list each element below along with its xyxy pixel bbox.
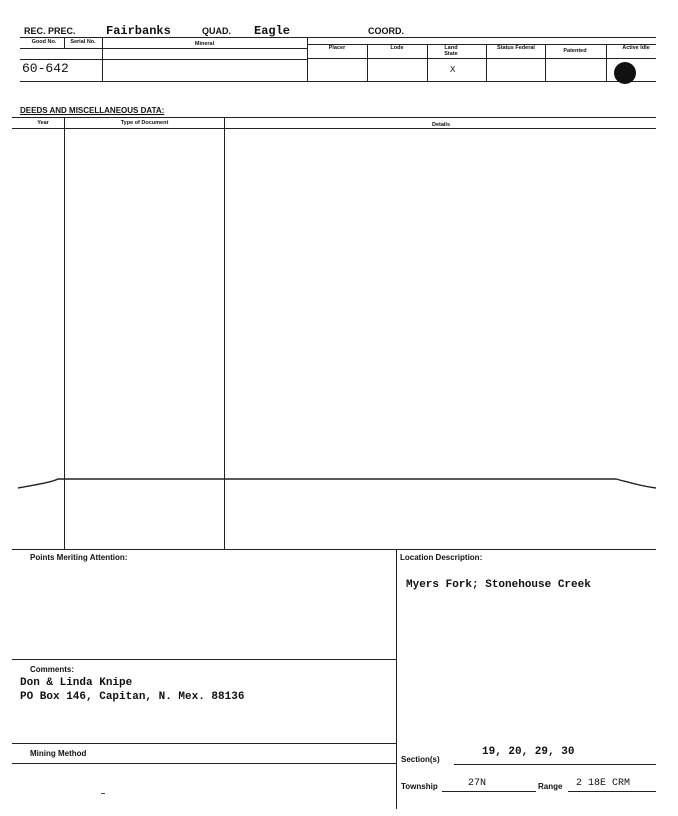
lower-divider [396, 549, 397, 809]
sections-value: 19, 20, 29, 30 [482, 746, 575, 758]
col-divider [427, 44, 428, 81]
deeds-col-details: Details [431, 122, 451, 128]
col-good-no: Good No. [31, 39, 57, 45]
record-bottom-rule [20, 81, 656, 82]
rec-prec-value: Fairbanks [106, 24, 171, 38]
range-value: 2 18E CRM [576, 778, 631, 789]
deeds-col-type: Type of Document [120, 120, 169, 126]
sections-label: Section(s) [401, 755, 440, 764]
comments-line2: PO Box 146, Capitan, N. Mex. 88136 [20, 691, 245, 703]
land-state-mark: X [450, 65, 456, 75]
col-header-rule-right [307, 58, 656, 59]
col-header-top-right [307, 44, 656, 45]
sections-underline [454, 764, 656, 765]
comments-label: Comments: [30, 665, 75, 674]
col-placer: Placer [328, 45, 346, 51]
quad-label: QUAD. [202, 26, 231, 36]
points-label: Points Meriting Attention: [30, 553, 128, 562]
col-land-state: Land State [444, 45, 458, 57]
good-no-value: 60-642 [22, 61, 69, 76]
col-active-idle: Active Idle [622, 45, 650, 51]
active-idle-dot [614, 62, 636, 84]
col-divider [367, 44, 368, 81]
deeds-col-year: Year [37, 120, 49, 126]
col-status-federal: Status Federal [497, 45, 535, 51]
col-divider [64, 37, 65, 48]
col-divider [545, 44, 546, 81]
location-label: Location Description: [400, 553, 483, 562]
township-value: 27N [468, 778, 487, 789]
continuation-line [0, 470, 678, 500]
township-underline [442, 791, 536, 792]
comments-line1: Don & Linda Knipe [20, 677, 133, 689]
location-value: Myers Fork; Stonehouse Creek [406, 579, 591, 591]
township-label: Township [401, 782, 438, 791]
mining-top-rule [12, 743, 396, 744]
range-label: Range [538, 782, 563, 791]
range-underline [568, 791, 656, 792]
comments-top-rule [12, 659, 396, 660]
coord-label: COORD. [368, 26, 404, 36]
deeds-top-rule [12, 117, 656, 118]
col-patented: Patented [563, 48, 587, 54]
col-divider [102, 37, 103, 81]
quad-value: Eagle [254, 24, 291, 38]
deeds-header-rule [12, 128, 656, 129]
rec-prec-label: REC. PREC. [24, 26, 76, 36]
deeds-bottom-rule [12, 549, 656, 550]
deeds-title: DEEDS AND MISCELLANEOUS DATA: [20, 106, 165, 115]
mining-rule [12, 763, 396, 764]
col-divider [486, 44, 487, 81]
col-lode: Lode [390, 45, 404, 51]
record-rule-left [20, 59, 307, 60]
col-header-rule-left [20, 48, 307, 49]
stray-mark [101, 793, 105, 794]
header-rule [20, 37, 656, 38]
col-mineral: Mineral [194, 41, 215, 47]
col-divider [606, 44, 607, 81]
mining-label: Mining Method [30, 749, 87, 758]
col-serial-no: Serial No. [70, 39, 96, 45]
